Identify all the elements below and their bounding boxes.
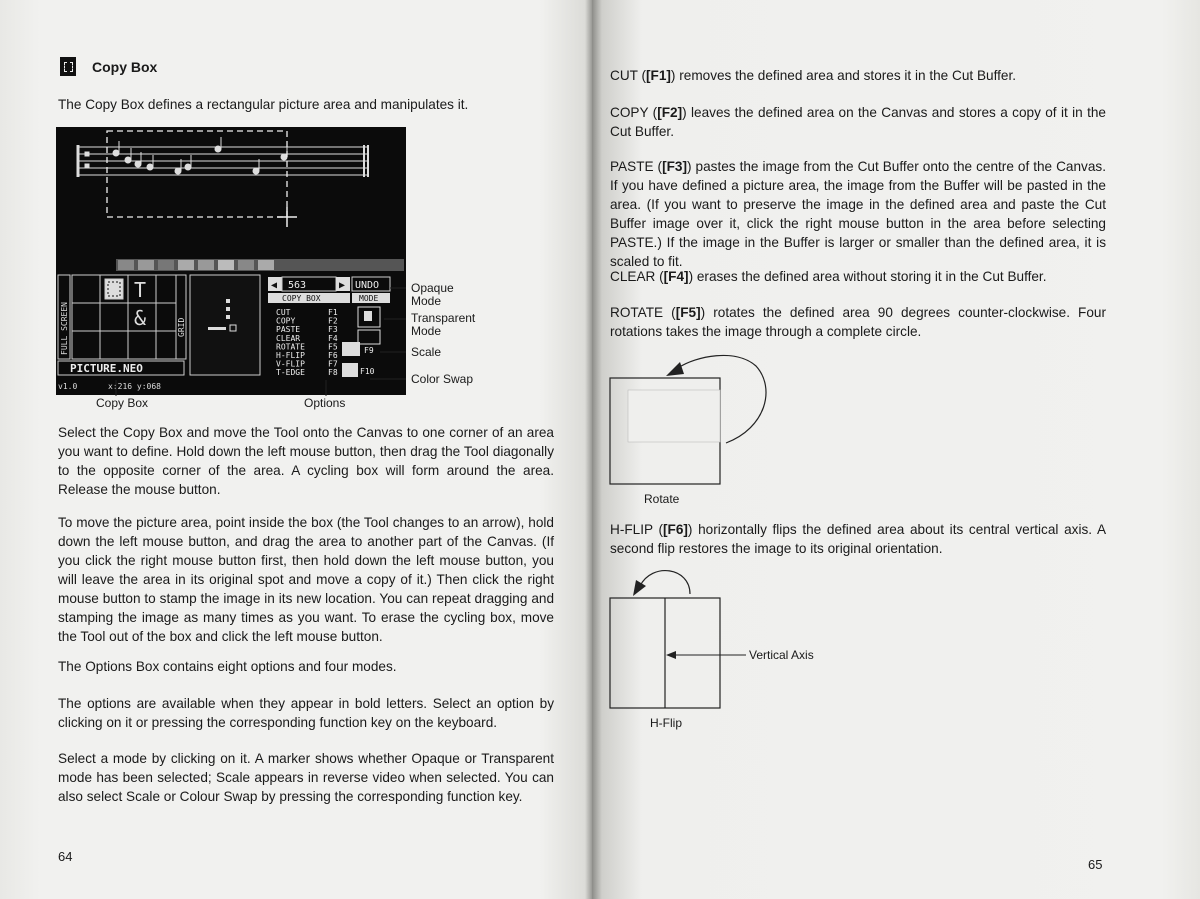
intro-text: The Copy Box defines a rectangular picture area and manipulates it. xyxy=(58,97,469,112)
paragraph-lead: H-FLIP ( xyxy=(610,522,663,537)
text-tool-icon[interactable]: T xyxy=(134,278,147,302)
paragraph-body: ) horizontally flips the defined area about its central vertical axis. A second flip restores the image to its original orientation. xyxy=(610,522,1107,556)
copy-box-callout: Copy Box xyxy=(96,396,149,410)
vertical-axis-label: Vertical Axis xyxy=(749,648,814,662)
option-h-flip[interactable]: H-FLIP xyxy=(276,351,305,360)
prev-arrow-icon: ◀ xyxy=(271,280,278,291)
undo-label: UNDO xyxy=(355,280,380,291)
option-copy[interactable]: COPY xyxy=(276,316,296,326)
page-number-left: 64 xyxy=(58,849,73,864)
function-key-label: [F4] xyxy=(663,269,689,284)
option-key-f7: F7 xyxy=(328,359,338,369)
option-rotate[interactable]: ROTATE xyxy=(276,342,305,352)
hflip-diagram xyxy=(606,562,826,712)
scale-callout: Scale xyxy=(411,345,442,359)
rotate-diagram xyxy=(606,348,786,488)
paragraph-body: ) leaves the defined area on the Canvas and stores a copy of it in the Cut Buffer. xyxy=(610,105,1106,139)
option-clear[interactable]: CLEAR xyxy=(276,333,301,343)
right-paragraph xyxy=(610,157,1106,271)
f9-label: F9 xyxy=(364,346,374,355)
opaque-mode-callout: Opaque Mode xyxy=(411,281,454,308)
flip-arrow-icon xyxy=(640,571,690,594)
option-cut[interactable]: CUT xyxy=(276,308,291,317)
right-paragraph xyxy=(610,520,1106,558)
coords-readout: x:216 y:068 xyxy=(108,382,161,391)
transparent-mode-callout: Transparent Mode xyxy=(411,311,476,338)
option-key-f3: F3 xyxy=(328,325,338,335)
option-key-f4: F4 xyxy=(328,333,338,343)
svg-text:FULL SCREEN: FULL SCREEN xyxy=(60,302,69,355)
copy-box-icon xyxy=(60,57,76,76)
function-key-label: [F3] xyxy=(662,159,688,174)
axis-pointer-icon xyxy=(666,651,676,659)
right-paragraph xyxy=(610,103,1106,141)
version-label: v1.0 xyxy=(58,382,78,391)
page-number-right: 65 xyxy=(1088,857,1103,872)
svg-text:COPY BOX: COPY BOX xyxy=(282,294,321,303)
right-paragraph xyxy=(610,66,1106,85)
callout-leaders xyxy=(80,270,420,410)
section-title: Copy Box xyxy=(92,59,158,75)
options-callout: Options xyxy=(304,396,346,410)
option-paste[interactable]: PASTE xyxy=(276,325,301,335)
paragraph-options-box: The Options Box contains eight options and four modes. xyxy=(58,659,397,674)
function-key-label: [F5] xyxy=(675,305,701,320)
right-page xyxy=(592,0,1200,899)
option-key-f5: F5 xyxy=(328,342,338,352)
hflip-caption: H-Flip xyxy=(650,716,682,730)
svg-text:GRID: GRID xyxy=(177,317,186,337)
paragraph-lead: CUT ( xyxy=(610,68,646,83)
function-key-label: [F6] xyxy=(663,522,688,537)
paragraph-lead: PASTE ( xyxy=(610,159,663,174)
full-screen-label[interactable] xyxy=(58,275,70,359)
paragraph-body: ) removes the defined area and stores it in the Cut Buffer. xyxy=(670,68,1016,83)
right-paragraph xyxy=(610,267,1106,286)
function-key-label: [F2] xyxy=(657,105,683,120)
option-t-edge[interactable]: T-EDGE xyxy=(276,368,305,378)
option-key-f6: F6 xyxy=(328,351,338,360)
svg-text:MODE: MODE xyxy=(359,294,379,303)
option-v-flip[interactable]: V-FLIP xyxy=(276,359,305,369)
paragraph-lead: CLEAR ( xyxy=(610,269,664,284)
rotate-caption: Rotate xyxy=(644,492,680,506)
function-key-label: [F1] xyxy=(646,68,671,83)
option-key-f2: F2 xyxy=(328,316,338,326)
paragraph-lead: COPY ( xyxy=(610,105,658,120)
paragraph-select-copy-box: Select the Copy Box and move the Tool onto the Canvas to one corner of an area you want to define. Hold down the left mouse button, then drag the Tool diagonally to the opposite corner of the area. A cycling box will form around the area. Release the mouse button. xyxy=(58,425,554,497)
paragraph-body: ) pastes the image from the Cut Buffer onto the centre of the Canvas. If you have defined a picture area, the image from the Buffer will be pasted in the area. (If you want to preserve the image in the defined area and paste the Cut Buffer image over it, click the right mouse button in the area before selecting PASTE.) If the image in the Buffer is larger or smaller than the defined area, it is scaled to fit. xyxy=(610,159,1106,269)
paragraph-lead: ROTATE ( xyxy=(610,305,676,320)
paragraph-move-area: To move the picture area, point inside the box (the Tool changes to an arrow), hold down the left mouse button, and drag the area to another part of the Canvas. (If you click the right mouse button first, then hold down the left mouse button, you will leave the area in its original spot and move a copy of it.) Then click the right mouse button to stamp the image in its new location. You can repeat dragging and stamping the image as many times as you want. To erase the cycling box, move the Tool out of the box and click the left mouse button. xyxy=(58,515,554,644)
right-paragraph xyxy=(610,303,1106,341)
f10-label: F10 xyxy=(360,367,375,376)
paragraph-options-bold: The options are available when they appear in bold letters. Select an option by clicking on it or pressing the corresponding function key on the keyboard. xyxy=(58,696,554,730)
left-page xyxy=(0,0,592,899)
paragraph-body: ) rotates the defined area 90 degrees counter-clockwise. Four rotations takes the image through a complete circle. xyxy=(610,305,1106,339)
file-name-label: PICTURE.NEO xyxy=(70,362,143,375)
next-arrow-icon: ▶ xyxy=(339,280,346,291)
paragraph-select-mode: Select a mode by clicking on it. A marker shows whether Opaque or Transparent mode has been selected; Scale appears in reverse video when selected. You can also select Scale or Colour Swap by pressing the corresponding function key. xyxy=(58,751,554,804)
color-swap-callout: Color Swap xyxy=(411,372,474,386)
option-key-f8: F8 xyxy=(328,368,338,378)
ampersand-tool-icon[interactable]: & xyxy=(134,306,147,330)
frame-counter: 563 xyxy=(288,280,307,291)
option-key-f1: F1 xyxy=(328,308,338,317)
paragraph-body: ) erases the defined area without storing it in the Cut Buffer. xyxy=(688,269,1047,284)
